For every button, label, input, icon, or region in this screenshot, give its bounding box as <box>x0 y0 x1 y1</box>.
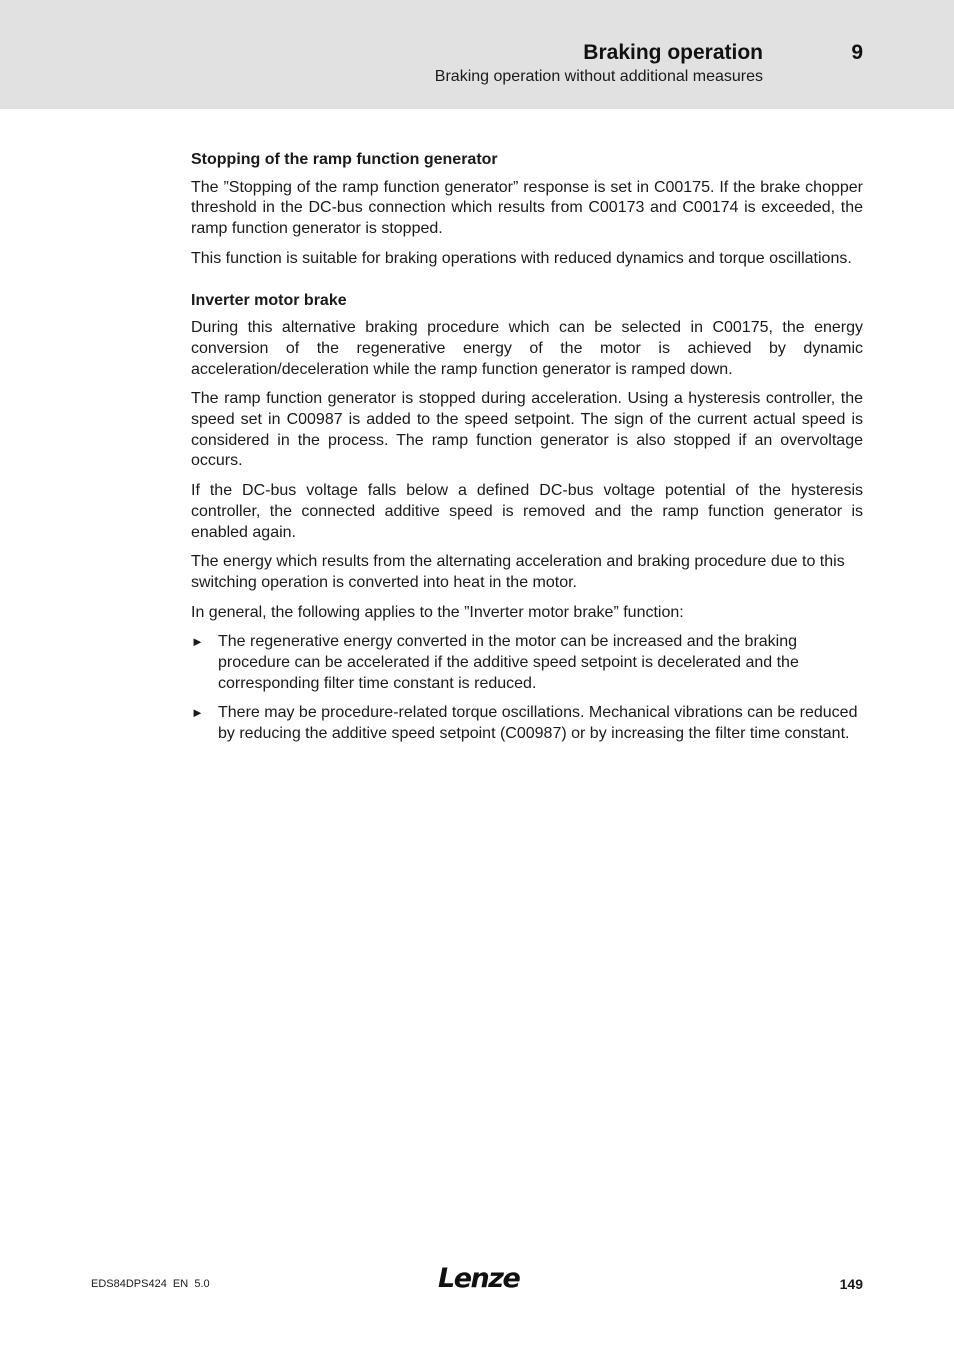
paragraph: The energy which results from the alternating acceleration and braking procedure due to this switching operation is converted into heat in the motor. <box>191 553 845 591</box>
document-id: EDS84DPS424 EN 5.0 <box>91 1278 210 1290</box>
page-header <box>0 0 954 109</box>
section-inverter-motor-brake <box>191 291 863 745</box>
triangle-bullet-icon: ► <box>191 705 204 721</box>
section-stopping-ramp-generator <box>191 150 863 270</box>
section-heading: Stopping of the ramp function generator <box>191 151 498 168</box>
chapter-number: 9 <box>851 41 863 64</box>
lenze-logo: Lenze <box>438 1263 520 1294</box>
paragraph: In general, the following applies to the ”Inverter motor brake” function: <box>191 603 684 621</box>
paragraph: This function is suitable for braking operations with reduced dynamics and torque oscillations. <box>191 249 852 267</box>
section-heading: Inverter motor brake <box>191 291 347 309</box>
triangle-bullet-icon: ► <box>191 634 204 650</box>
paragraph: The ”Stopping of the ramp function generator” response is set in C00175. If the brake chopper threshold in the DC-bus connection which results from C00173 and C00174 is exceeded, the ramp function generator is stopped. <box>191 178 863 238</box>
main-content <box>191 150 863 754</box>
list-item <box>191 632 863 694</box>
list-item <box>191 703 863 744</box>
paragraph: If the DC-bus voltage falls below a defined DC-bus voltage potential of the hysteresis controller, the connected additive speed is removed and the ramp function generator is enabled again. <box>191 482 863 541</box>
paragraph: The ramp function generator is stopped during acceleration. Using a hysteresis controller, the speed set in C00987 is added to the speed setpoint. The sign of the current actual speed is considered in the process. The ramp function generator is also stopped if an overvoltage occurs. <box>191 390 863 470</box>
list-item-text: The regenerative energy converted in the motor can be increased and the braking procedure can be accelerated if the additive speed setpoint is decelerated and the corresponding filter time constant is reduced. <box>218 633 799 692</box>
page-number: 149 <box>839 1276 863 1292</box>
list-item-text: There may be procedure-related torque oscillations. Mechanical vibrations can be reduced by reducing the additive speed setpoint (C00987) or by increasing the filter time constant. <box>218 704 858 743</box>
bullet-list <box>191 632 863 745</box>
chapter-subtitle: Braking operation without additional measures <box>434 68 763 85</box>
chapter-title: Braking operation <box>583 41 763 64</box>
paragraph: During this alternative braking procedure which can be selected in C00175, the energy conversion of the regenerative energy of the motor is achieved by dynamic acceleration/deceleration while the ramp function generator is ramped down. <box>191 319 863 378</box>
